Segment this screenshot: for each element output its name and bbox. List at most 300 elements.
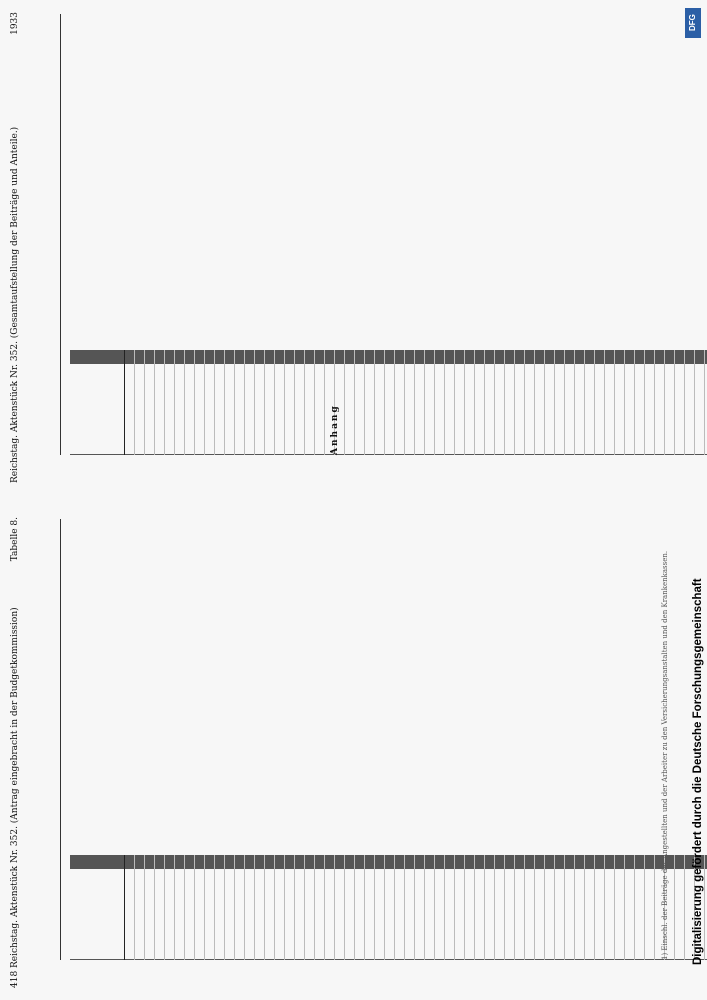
- table-cell: [475, 360, 485, 361]
- table-cell: [525, 865, 535, 866]
- table-cell: [635, 862, 645, 863]
- table-cell: [215, 864, 225, 865]
- table-cell: [595, 351, 605, 352]
- table-cell: [265, 363, 275, 364]
- table-cell: [255, 350, 265, 351]
- table-cell: [175, 360, 185, 361]
- table-cell: [535, 867, 545, 868]
- table-cell: [475, 362, 485, 363]
- table-cell: [285, 855, 295, 856]
- table-cell: [645, 352, 655, 353]
- table-cell: [245, 362, 255, 363]
- table-cell: [265, 360, 275, 361]
- table-cell: [365, 861, 375, 862]
- table-cell: [645, 364, 655, 455]
- table-cell: [265, 355, 275, 356]
- table-cell: [225, 358, 235, 359]
- table-cell: [145, 362, 155, 363]
- table-cell: [275, 862, 285, 863]
- table-cell: [125, 362, 135, 363]
- table-cell: [565, 352, 575, 353]
- table-cell: [635, 861, 645, 862]
- table-cell: [265, 863, 275, 864]
- table-cell: [505, 859, 515, 860]
- table-cell: [455, 865, 465, 866]
- table-cell: [425, 362, 435, 363]
- table-cell: [485, 858, 495, 859]
- table-cell: [605, 358, 615, 359]
- table-cell: [465, 861, 475, 862]
- table-cell: [175, 364, 185, 455]
- table-cell: [475, 867, 485, 868]
- table-cell: [585, 362, 595, 363]
- table-cell: [565, 855, 575, 856]
- table-cell: [505, 862, 515, 863]
- table-cell: [215, 865, 225, 866]
- table-cell: [135, 361, 145, 362]
- table-cell: [135, 357, 145, 358]
- table-cell: [375, 867, 385, 868]
- table-cell: [475, 350, 485, 351]
- table-cell: [235, 856, 245, 857]
- table-cell: [125, 359, 135, 360]
- table-cell: [375, 859, 385, 860]
- table-cell: [415, 352, 425, 353]
- table-cell: [615, 357, 625, 358]
- table-cell: [595, 864, 605, 865]
- right-table-body: [125, 350, 707, 455]
- table-cell: [455, 862, 465, 863]
- table-cell: [395, 350, 405, 351]
- table-cell: [645, 868, 655, 869]
- table-cell: [515, 359, 525, 360]
- table-row: [205, 350, 215, 455]
- table-row: [145, 855, 155, 960]
- table-cell: [665, 353, 675, 354]
- table-cell: [435, 355, 445, 356]
- table-cell: [145, 354, 155, 355]
- table-cell: [125, 858, 135, 859]
- table-cell: [545, 353, 555, 354]
- table-row: [565, 855, 575, 960]
- table-cell: [205, 352, 215, 353]
- table-cell: [305, 362, 315, 363]
- table-cell: [355, 360, 365, 361]
- table-cell: [145, 361, 155, 362]
- table-row: [485, 855, 495, 960]
- table-cell: [465, 857, 475, 858]
- table-cell: [635, 360, 645, 361]
- table-cell: [255, 867, 265, 868]
- table-cell: [375, 861, 385, 862]
- table-cell: [245, 858, 255, 859]
- table-cell: [575, 363, 585, 364]
- table-cell: [555, 356, 565, 357]
- table-cell: [325, 859, 335, 860]
- table-row: [385, 855, 395, 960]
- table-cell: [425, 356, 435, 357]
- running-title: Reichstag. Aktenstück Nr. 352. (Gesamtaufstellung der Beiträge und Anteile.): [10, 126, 20, 483]
- table-cell: [525, 858, 535, 859]
- table-cell: [135, 359, 145, 360]
- table-cell: [525, 353, 535, 354]
- table-cell: [415, 354, 425, 355]
- table-row: [635, 855, 645, 960]
- table-cell: [185, 860, 195, 861]
- table-cell: [595, 353, 605, 354]
- table-cell: [385, 359, 395, 360]
- table-cell: [285, 868, 295, 869]
- table-cell: [325, 867, 335, 868]
- table-cell: [415, 357, 425, 358]
- table-cell: [165, 360, 175, 361]
- table-cell: [465, 860, 475, 861]
- table-row: [285, 855, 295, 960]
- table-cell: [485, 358, 495, 359]
- table-cell: [625, 860, 635, 861]
- table-cell: [585, 867, 595, 868]
- table-cell: [205, 364, 215, 455]
- table-cell: [355, 351, 365, 352]
- table-cell: [395, 866, 405, 867]
- table-cell: [585, 862, 595, 863]
- table-cell: [305, 359, 315, 360]
- table-cell: [405, 860, 415, 861]
- table-cell: [625, 864, 635, 865]
- table-cell: [585, 860, 595, 861]
- table-row: [505, 350, 515, 455]
- table-cell: [185, 357, 195, 358]
- table-row: [375, 350, 385, 455]
- table-cell: [195, 855, 205, 856]
- table-cell: [185, 861, 195, 862]
- table-cell: [525, 862, 535, 863]
- table-cell: [205, 351, 215, 352]
- table-cell: [385, 855, 395, 856]
- table-cell: [365, 859, 375, 860]
- table-cell: [145, 855, 155, 856]
- table-cell: [195, 364, 205, 455]
- table-cell: [535, 364, 545, 455]
- table-cell: [335, 859, 345, 860]
- header-cell: [70, 361, 125, 362]
- table-cell: [395, 856, 405, 857]
- table-cell: [155, 865, 165, 866]
- table-cell: [145, 363, 155, 364]
- table-row: [375, 855, 385, 960]
- table-cell: [375, 857, 385, 858]
- table-cell: [605, 858, 615, 859]
- table-cell: [195, 856, 205, 857]
- table-cell: [495, 359, 505, 360]
- table-cell: [635, 866, 645, 867]
- table-cell: [605, 364, 615, 455]
- table-cell: [515, 862, 525, 863]
- table-cell: [635, 864, 645, 865]
- table-cell: [345, 864, 355, 865]
- table-cell: [525, 357, 535, 358]
- table-cell: [145, 358, 155, 359]
- table-cell: [185, 864, 195, 865]
- table-cell: [615, 358, 625, 359]
- table-cell: [465, 362, 475, 363]
- table-cell: [295, 362, 305, 363]
- table-cell: [285, 350, 295, 351]
- table-cell: [215, 859, 225, 860]
- table-cell: [435, 350, 445, 351]
- table-cell: [455, 354, 465, 355]
- table-cell: [305, 868, 315, 869]
- table-cell: [565, 358, 575, 359]
- table-cell: [295, 861, 305, 862]
- table-cell: [635, 356, 645, 357]
- table-cell: [295, 869, 305, 960]
- table-cell: [335, 857, 345, 858]
- table-cell: [275, 358, 285, 359]
- table-cell: [485, 863, 495, 864]
- table-cell: [625, 355, 635, 356]
- table-cell: [215, 359, 225, 360]
- table-cell: [315, 350, 325, 351]
- table-cell: [485, 857, 495, 858]
- table-cell: [585, 364, 595, 455]
- table-cell: [615, 857, 625, 858]
- table-cell: [505, 359, 515, 360]
- table-cell: [515, 353, 525, 354]
- table-cell: [445, 358, 455, 359]
- header-cell: [70, 855, 125, 856]
- table-cell: [525, 868, 535, 869]
- table-cell: [425, 351, 435, 352]
- table-cell: [275, 364, 285, 455]
- table-cell: [395, 358, 405, 359]
- table-cell: [445, 352, 455, 353]
- table-cell: [625, 857, 635, 858]
- table-cell: [475, 355, 485, 356]
- table-cell: [275, 354, 285, 355]
- table-cell: [625, 855, 635, 856]
- table-cell: [645, 869, 655, 960]
- header-cell: [70, 357, 125, 358]
- table-cell: [325, 352, 335, 353]
- table-cell: [575, 859, 585, 860]
- header-cell: [70, 351, 125, 352]
- table-cell: [255, 354, 265, 355]
- table-cell: [645, 855, 655, 856]
- table-cell: [595, 355, 605, 356]
- table-cell: [375, 866, 385, 867]
- table-cell: [475, 351, 485, 352]
- table-cell: [305, 869, 315, 960]
- table-cell: [155, 856, 165, 857]
- table-cell: [665, 352, 675, 353]
- right-statistics-table: [70, 350, 707, 455]
- table-cell: [665, 350, 675, 351]
- table-cell: [325, 860, 335, 861]
- table-cell: [175, 351, 185, 352]
- table-cell: [565, 866, 575, 867]
- table-cell: [325, 856, 335, 857]
- table-cell: [375, 855, 385, 856]
- table-cell: [655, 354, 665, 355]
- table-cell: [145, 866, 155, 867]
- table-cell: [325, 857, 335, 858]
- table-cell: [435, 858, 445, 859]
- table-cell: [505, 860, 515, 861]
- table-cell: [215, 857, 225, 858]
- table-cell: [445, 357, 455, 358]
- table-cell: [215, 358, 225, 359]
- table-cell: [245, 863, 255, 864]
- table-cell: [295, 360, 305, 361]
- table-cell: [385, 858, 395, 859]
- table-cell: [635, 361, 645, 362]
- table-cell: [405, 361, 415, 362]
- table-cell: [545, 860, 555, 861]
- table-cell: [405, 355, 415, 356]
- table-cell: [475, 855, 485, 856]
- table-cell: [255, 364, 265, 455]
- table-cell: [505, 357, 515, 358]
- table-cell: [515, 863, 525, 864]
- table-cell: [185, 866, 195, 867]
- table-row: [455, 350, 465, 455]
- table-cell: [185, 858, 195, 859]
- table-cell: [195, 352, 205, 353]
- table-cell: [145, 356, 155, 357]
- table-cell: [415, 862, 425, 863]
- table-cell: [545, 867, 555, 868]
- table-cell: [395, 865, 405, 866]
- table-row: [165, 350, 175, 455]
- table-cell: [275, 859, 285, 860]
- table-cell: [565, 355, 575, 356]
- table-cell: [385, 862, 395, 863]
- table-cell: [375, 350, 385, 351]
- table-cell: [375, 358, 385, 359]
- table-cell: [225, 363, 235, 364]
- table-cell: [645, 356, 655, 357]
- table-cell: [245, 860, 255, 861]
- table-cell: [495, 869, 505, 960]
- table-cell: [125, 361, 135, 362]
- table-cell: [245, 354, 255, 355]
- table-cell: [235, 866, 245, 867]
- table-cell: [265, 361, 275, 362]
- table-cell: [375, 352, 385, 353]
- table-row: [615, 350, 625, 455]
- table-cell: [425, 357, 435, 358]
- table-cell: [545, 869, 555, 960]
- table-cell: [445, 866, 455, 867]
- table-cell: [565, 862, 575, 863]
- table-cell: [145, 868, 155, 869]
- table-cell: [175, 354, 185, 355]
- table-cell: [555, 352, 565, 353]
- table-cell: [435, 353, 445, 354]
- table-cell: [315, 360, 325, 361]
- table-cell: [575, 359, 585, 360]
- table-row: [345, 855, 355, 960]
- table-cell: [295, 858, 305, 859]
- table-cell: [375, 356, 385, 357]
- table-cell: [435, 362, 445, 363]
- table-cell: [615, 350, 625, 351]
- table-cell: [455, 350, 465, 351]
- table-row: [155, 855, 165, 960]
- table-cell: [125, 860, 135, 861]
- table-cell: [205, 856, 215, 857]
- table-cell: [465, 359, 475, 360]
- table-cell: [425, 361, 435, 362]
- table-cell: [185, 353, 195, 354]
- year-label: 1933: [10, 12, 20, 35]
- table-cell: [175, 363, 185, 364]
- table-cell: [135, 353, 145, 354]
- table-row: [645, 855, 655, 960]
- section-heading: Anhang: [330, 404, 340, 455]
- table-cell: [155, 858, 165, 859]
- table-cell: [435, 356, 445, 357]
- table-cell: [575, 352, 585, 353]
- table-cell: [305, 358, 315, 359]
- table-cell: [455, 859, 465, 860]
- table-cell: [335, 865, 345, 866]
- table-cell: [345, 869, 355, 960]
- table-cell: [525, 866, 535, 867]
- table-cell: [495, 364, 505, 455]
- table-cell: [625, 352, 635, 353]
- table-cell: [125, 859, 135, 860]
- table-cell: [535, 354, 545, 355]
- table-cell: [365, 351, 375, 352]
- table-cell: [465, 355, 475, 356]
- table-cell: [385, 868, 395, 869]
- table-cell: [215, 354, 225, 355]
- table-cell: [165, 868, 175, 869]
- table-cell: [565, 859, 575, 860]
- header-cell: [70, 363, 125, 364]
- table-cell: [645, 857, 655, 858]
- table-cell: [355, 869, 365, 960]
- table-cell: [225, 859, 235, 860]
- table-cell: [435, 863, 445, 864]
- table-cell: [605, 866, 615, 867]
- table-cell: [155, 855, 165, 856]
- table-cell: [435, 857, 445, 858]
- table-cell: [595, 359, 605, 360]
- table-cell: [505, 358, 515, 359]
- table-cell: [265, 859, 275, 860]
- table-cell: [635, 363, 645, 364]
- table-cell: [325, 356, 335, 357]
- table-cell: [435, 867, 445, 868]
- table-cell: [155, 859, 165, 860]
- table-cell: [285, 360, 295, 361]
- table-cell: [205, 358, 215, 359]
- table-cell: [385, 856, 395, 857]
- table-cell: [365, 864, 375, 865]
- table-row: [535, 855, 545, 960]
- table-cell: [515, 864, 525, 865]
- table-row: [125, 855, 135, 960]
- table-cell: [365, 350, 375, 351]
- table-cell: [415, 362, 425, 363]
- table-cell: [205, 359, 215, 360]
- table-cell: [595, 868, 605, 869]
- table-cell: [605, 860, 615, 861]
- table-cell: [395, 356, 405, 357]
